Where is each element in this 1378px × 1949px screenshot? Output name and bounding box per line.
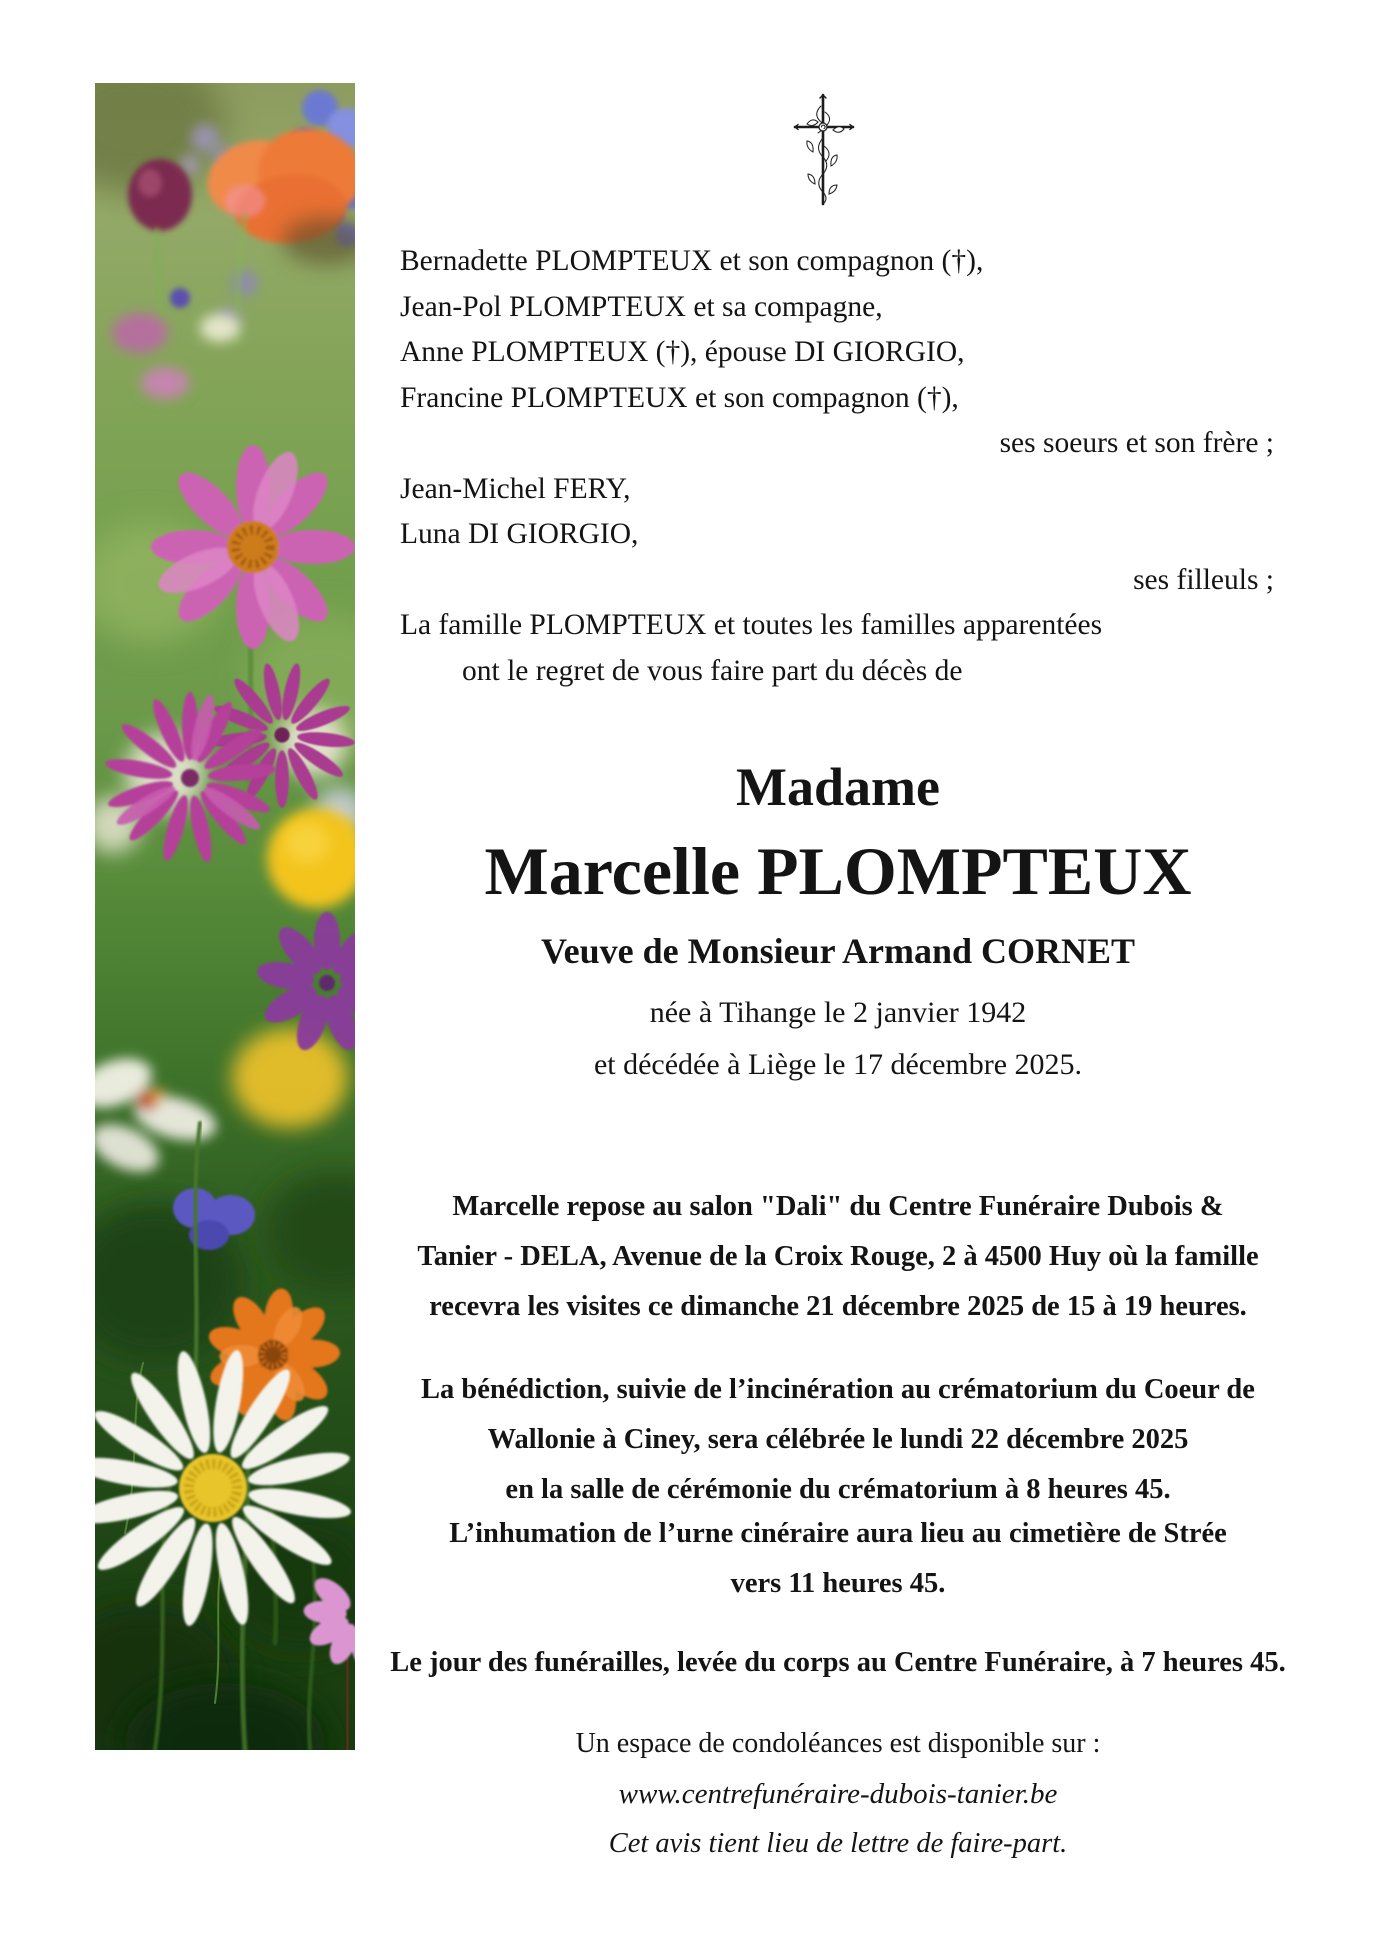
condolences-website: www.centrefunéraire-dubois-tanier.be (618, 1778, 1058, 1810)
burial-line: L’inhumation de l’urne cinéraire aura lieu au cimetière de Strée (449, 1518, 1227, 1549)
birth-line: née à Tihange le 2 janvier 1942 (649, 996, 1027, 1029)
family-line: Bernadette PLOMPTEUX et son compagnon (†), (400, 245, 984, 277)
memorial-cross-icon (783, 88, 865, 210)
ceremony-line: Wallonie à Ciney, sera célébrée le lundi 22 décembre 2025 (487, 1424, 1189, 1455)
wake-line: Tanier - DELA, Avenue de la Croix Rouge, 2 à 4500 Huy où la famille (417, 1241, 1259, 1272)
family-line: Luna DI GIORGIO, (400, 518, 639, 550)
deceased-name: Marcelle PLOMPTEUX (484, 833, 1192, 909)
family-line: Jean-Michel FERY, (400, 472, 631, 505)
wake-line: Marcelle repose au salon "Dali" du Centre Funéraire Dubois & (452, 1191, 1224, 1222)
death-line: et décédée à Liège le 17 décembre 2025. (593, 1048, 1083, 1081)
departure-paragraph (0, 1638, 1378, 1688)
ceremony-line: La bénédiction, suivie de l’incinération au crématorium du Coeur de (421, 1374, 1255, 1405)
family-announcement-block (400, 239, 1274, 694)
relation-label-sisters-brother: ses soeurs et son frère ; (999, 427, 1274, 459)
condolences-label: Un espace de condoléances est disponible sur : (575, 1728, 1101, 1759)
family-line: La famille PLOMPTEUX et toutes les familles apparentées (400, 609, 1103, 641)
family-line: Anne PLOMPTEUX (†), épouse DI GIORGIO, (400, 336, 965, 368)
departure-line: Le jour des funérailles, levée du corps au Centre Funéraire, à 7 heures 45. (390, 1647, 1286, 1678)
ceremony-line: en la salle de cérémonie du crématorium à 8 heures 45. (505, 1474, 1171, 1505)
wake-line: recevra les visites ce dimanche 21 décembre 2025 de 15 à 19 heures. (429, 1291, 1247, 1322)
widow-line: Veuve de Monsieur Armand CORNET (540, 931, 1136, 971)
family-line: Francine PLOMPTEUX et son compagnon (†), (400, 381, 959, 414)
relation-label-godchildren: ses filleuls ; (1133, 563, 1274, 596)
wake-paragraph (0, 1182, 1378, 1332)
announcement-line: ont le regret de vous faire part du décès de (462, 654, 963, 687)
burial-line: vers 11 heures 45. (730, 1568, 946, 1599)
family-line: Jean-Pol PLOMPTEUX et sa compagne, (400, 290, 883, 323)
notice-line: Cet avis tient lieu de lettre de faire-part. (608, 1828, 1068, 1859)
ceremony-paragraph (0, 1365, 1378, 1515)
deceased-title: Madame (736, 757, 940, 817)
burial-paragraph (0, 1509, 1378, 1609)
